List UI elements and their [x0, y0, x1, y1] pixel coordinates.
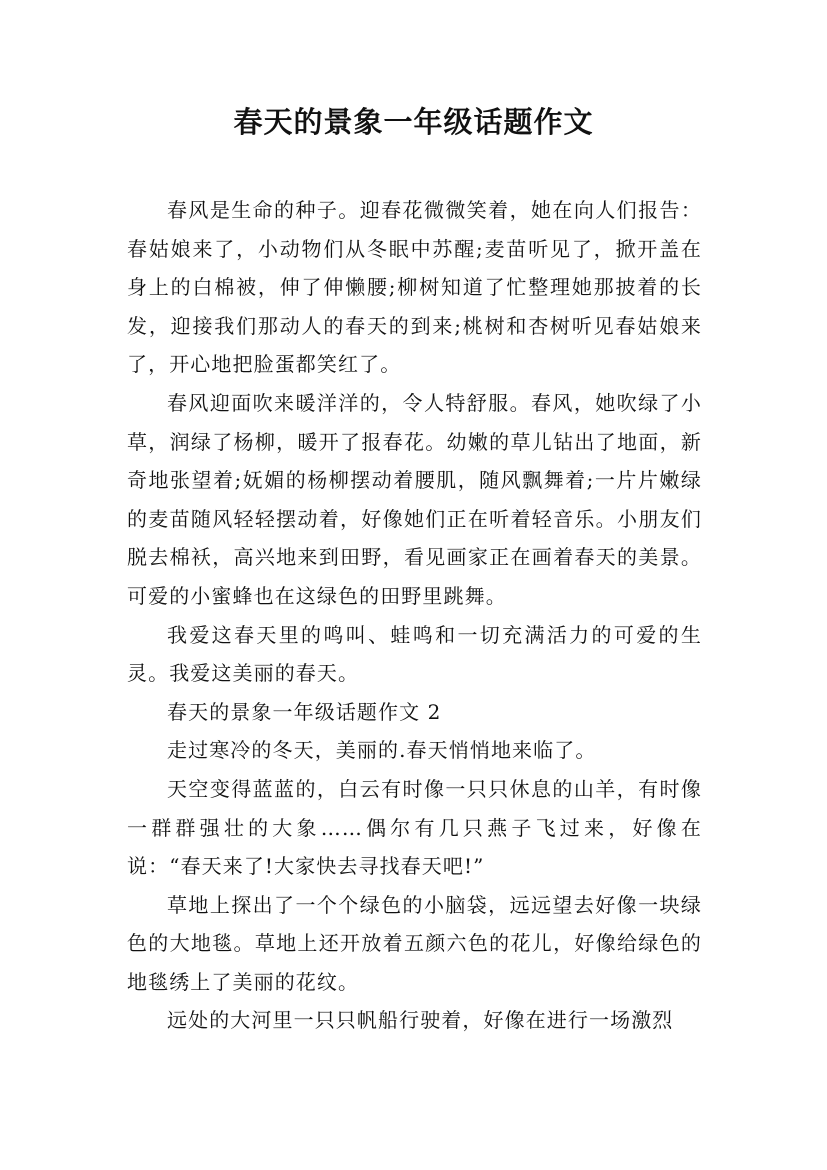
paragraph-8: 远处的大河里一只只帆船行驶着，好像在进行一场激烈: [167, 1008, 674, 1033]
paragraph-7: 草地上探出了一个个绿色的小脑袋，远远望去好像一块绿色的大地毯。草地上还开放着五颜六色的花儿，好像给绿色的地毯绣上了美丽的花纹。: [127, 892, 702, 994]
paragraph-6: 天空变得蓝蓝的，白云有时像一只只休息的山羊，有时像一群群强壮的大象……偶尔有几只燕子飞过来，好像在说：“春天来了!大家快去寻找春天吧!”: [127, 776, 702, 879]
paragraph-5: 走过寒冷的冬天，美丽的.春天悄悄地来临了。: [167, 738, 597, 763]
paragraph-3: 我爱这春天里的鸣叫、蛙鸣和一切充满活力的可爱的生灵。我爱这美丽的春天。: [127, 622, 702, 686]
document-body: [127, 191, 702, 1040]
document-title: 春天的景象一年级话题作文: [233, 105, 594, 139]
paragraph-1: 春风是生命的种子。迎春花微微笑着，她在向人们报告：春姑娘来了，小动物们从冬眠中苏醒;麦苗听见了，掀开盖在身上的白棉被，伸了伸懒腰;柳树知道了忙整理她那披着的长发，迎接我们那动人的春天的到来;桃树和杏树听见春姑娘来了，开心地把脸蛋都笑红了。: [127, 198, 702, 377]
paragraph-2: 春风迎面吹来暖洋洋的，令人特舒服。春风，她吹绿了小草，润绿了杨柳，暖开了报春花。幼嫩的草儿钻出了地面，新奇地张望着;妩媚的杨柳摆动着腰肌，随风飘舞着;一片片嫩绿的麦苗随风轻轻摆动着，好像她们正在听着轻音乐。小朋友们脱去棉袄，高兴地来到田野，看见画家正在画着春天的美景。可爱的小蜜蜂也在这绿色的田野里跳舞。: [127, 390, 702, 608]
section-heading-2: 春天的景象一年级话题作文 2: [167, 699, 442, 724]
